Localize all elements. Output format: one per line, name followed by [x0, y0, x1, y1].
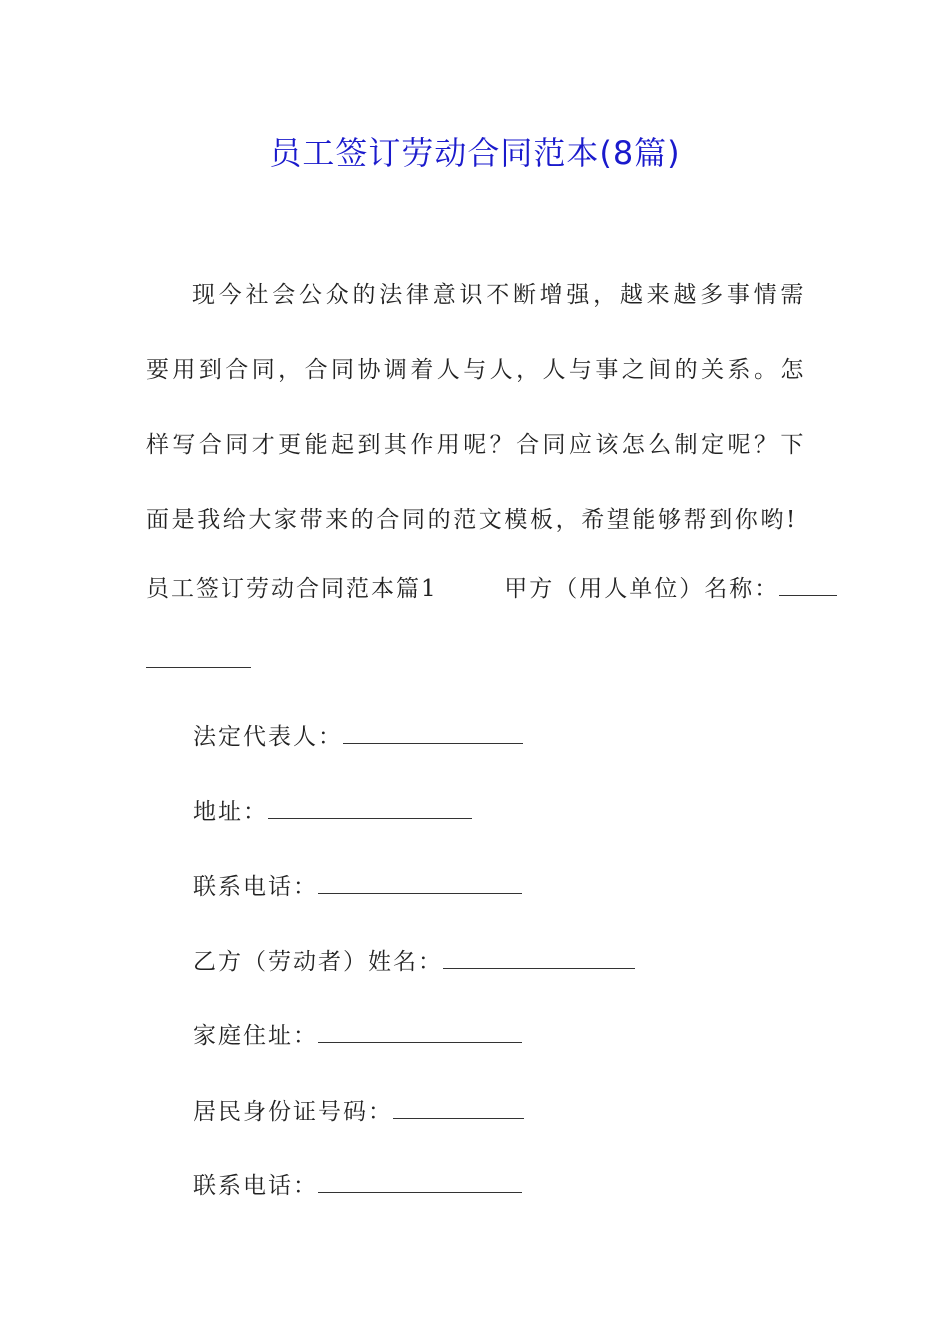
address-label: 地址： [193, 799, 268, 825]
legal-rep-label: 法定代表人： [193, 724, 343, 750]
phone-b-label: 联系电话： [193, 1173, 318, 1199]
id-number-line [193, 1093, 524, 1126]
section-heading-line [146, 570, 837, 603]
phone-a-blank [318, 871, 522, 894]
intro-paragraph: 现今社会公众的法律意识不断增强，越来越多事情需要用到合同，合同协调着人与人，人与事之间的关系。怎样写合同才更能起到其作用呢？合同应该怎么制定呢？下面是我给大家带来的合同的范文模板，希望能够帮到你哟! [146, 282, 806, 533]
home-address-label: 家庭住址： [193, 1023, 318, 1049]
document-title: 员工签订劳动合同范本(8篇) [269, 134, 681, 172]
party-a-name-label: 甲方（用人单位）名称： [504, 576, 780, 602]
party-b-name-label: 乙方（劳动者）姓名： [193, 949, 443, 975]
id-number-blank [393, 1096, 524, 1119]
party-a-name-blank-continued [146, 645, 251, 674]
party-b-name-blank [443, 946, 635, 969]
legal-rep-line [193, 718, 523, 751]
party-a-name-blank [779, 573, 837, 596]
address-line [193, 793, 472, 826]
phone-b-blank [318, 1170, 522, 1193]
home-address-blank [318, 1020, 522, 1043]
home-address-line [193, 1017, 522, 1050]
address-blank [268, 796, 472, 819]
id-number-label: 居民身份证号码： [193, 1099, 393, 1125]
party-b-name-line [193, 943, 635, 976]
legal-rep-blank [343, 721, 523, 744]
phone-a-label: 联系电话： [193, 874, 318, 900]
phone-b-line [193, 1167, 522, 1200]
section-heading: 员工签订劳动合同范本篇1 [146, 576, 438, 602]
phone-a-line [193, 868, 522, 901]
